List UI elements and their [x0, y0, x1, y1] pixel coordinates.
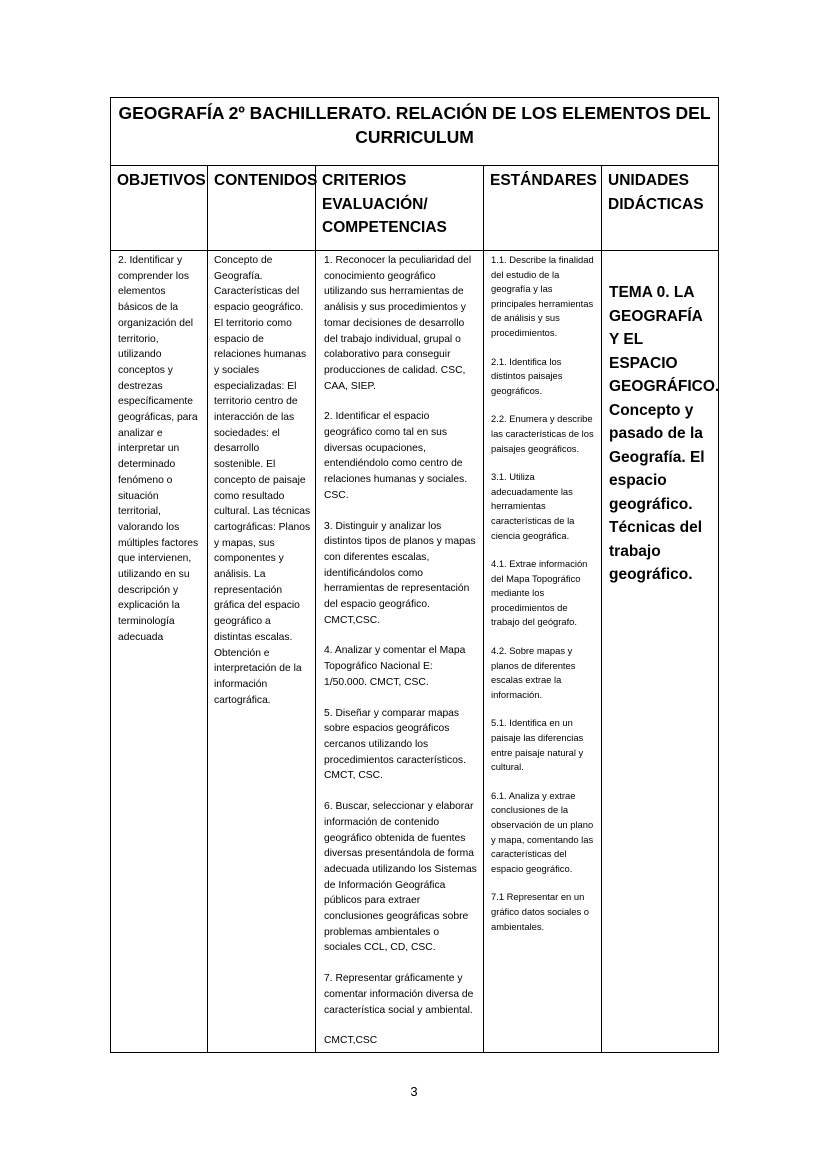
criterio-2: 2. Identificar el espacio geográfico como tal en sus diversas ocupaciones, entendiéndolo como centro de relaciones humanas y sociales. CSC.	[324, 411, 468, 501]
criterio-1: 1. Reconocer la peculiaridad del conocimiento geográfico utilizando sus herramientas de análisis y sus procedimientos y tomar decisiones de desarrollo del trabajo individual, grupal o colaborativo para conseguir producciones de calidad. CSC, CAA, SIEP.	[324, 255, 472, 392]
criterio-3: 3. Distinguir y analizar los distintos tipos de planos y mapas con diferentes escalas, identificándolos como herramientas de representación del espacio geográfico. CMCT,CSC.	[324, 520, 476, 626]
criterio-7: 7. Representar gráficamente y comentar información diversa de característica social y ambiental.	[324, 973, 474, 1016]
table-title: GEOGRAFÍA 2º BACHILLERATO. RELACIÓN DE LOS ELEMENTOS DEL CURRICULUM	[111, 98, 719, 166]
estandares-cell	[484, 251, 602, 1053]
criterios-cell	[316, 251, 484, 1053]
header-objetivos: OBJETIVOS	[111, 166, 208, 251]
header-criterios: CRITERIOS EVALUACIÓN/ COMPETENCIAS	[316, 166, 484, 251]
curriculum-table	[110, 97, 719, 1053]
contenidos-cell	[208, 251, 316, 1053]
estandar-1-1: 1.1. Describe la finalidad del estudio de la geografía y las principales herramientas de análisis y sus procedimientos.	[491, 254, 594, 338]
criterio-4: 4. Analizar y comentar el Mapa Topográfico Nacional E: 1/50.000. CMCT, CSC.	[324, 645, 466, 688]
header-estandares: ESTÁNDARES	[484, 166, 602, 251]
unidad-didactica-text: TEMA 0. LA GEOGRAFÍA Y EL ESPACIO GEOGRÁFICO. Concepto y pasado de la Geografía. El espacio geográfico. Técnicas del trabajo geográfico.	[609, 284, 720, 583]
criterio-5: 5. Diseñar y comparar mapas sobre espacios geográficos cercanos utilizando los procedimientos característicos. CMCT, CSC.	[324, 707, 466, 782]
header-contenidos: CONTENIDOS	[208, 166, 316, 251]
criterio-6: 6. Buscar, seleccionar y elaborar información de contenido geográfico obtenida de fuentes diversas presentándola de forma adecuada utilizando los Sistemas de Información Geográfica públicos para extraer conclusiones geográficas sobre problemas ambientales o sociales CCL, CD, CSC.	[324, 801, 477, 954]
estandar-6-1: 6.1. Analiza y extrae conclusiones de la observación de un plano y mapa, comentando las características del espacio geográfico.	[491, 789, 594, 874]
page-number: 3	[410, 1084, 418, 1099]
objetivos-text: 2. Identificar y comprender los elementos básicos de la organización del territorio, utilizando conceptos y destrezas específicamente geográficas, para analizar e interpretar un determinado fenómeno o situación territorial, valorando los múltiples factores que intervienen, utilizando en su descripción y explicación la terminología adecuada	[118, 255, 199, 643]
estandar-2-1: 2.1. Identifica los distintos paisajes geográficos.	[491, 355, 563, 396]
objetivos-cell	[111, 251, 208, 1053]
header-unidades: UNIDADES DIDÁCTICAS	[602, 166, 719, 251]
estandar-3-1: 3.1. Utiliza adecuadamente las herramientas características de la ciencia geográfica.	[491, 471, 575, 541]
criterio-7-competencias: CMCT,CSC	[324, 1035, 378, 1047]
estandar-4-2: 4.2. Sobre mapas y planos de diferentes escalas extrae la información.	[491, 645, 576, 700]
estandar-4-1: 4.1. Extrae información del Mapa Topográfico mediante los procedimientos de trabajo del geógrafo.	[491, 558, 588, 628]
estandar-2-2: 2.2. Enumera y describe las características de los paisajes geográficos.	[491, 413, 594, 454]
estandar-5-1: 5.1. Identifica en un paisaje las diferencias entre paisaje natural y cultural.	[491, 717, 584, 773]
unidades-cell	[602, 251, 719, 1053]
contenidos-text: Concepto de Geografía. Características del espacio geográfico. El territorio como espacio de relaciones humanas y sociales especializadas: El territorio centro de interacción de las sociedades: el desarrollo sostenible. El concepto de paisaje como resultado cultural. Las técnicas cartográficas: Planos y mapas, sus componentes y análisis. La representación gráfica del espacio geográfico a distintas escalas. Obtención e interpretación de la información cartográfica.	[214, 255, 311, 706]
estandar-7-1: 7.1 Representar en un gráfico datos sociales o ambientales.	[491, 891, 589, 932]
